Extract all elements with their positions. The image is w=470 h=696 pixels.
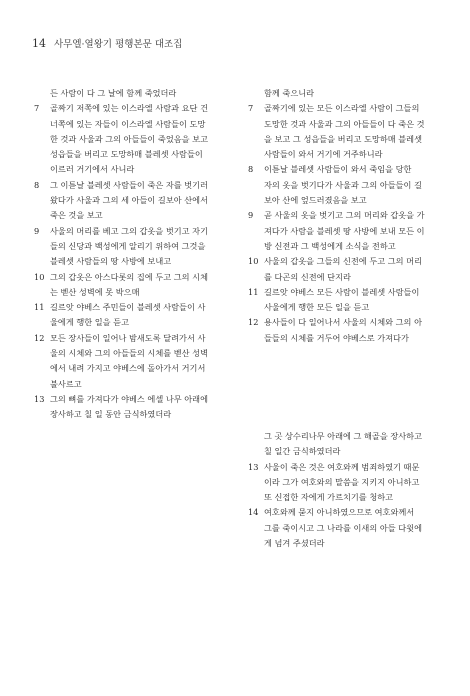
verse-text: 그 이튿날 블레셋 사람들이 죽은 자를 벗기러 왔다가 사울과 그의 세 아들이 길보아 산에서 죽은 것을 보고	[50, 179, 208, 221]
verse-text: 골짜기 저쪽에 있는 이스라엘 사람과 요단 건 너쪽에 있는 자들이 이스라엘 사람들이 도망 한 것과 사울과 그의 아들들이 죽었음을 보고 성읍들을 버리고 도망하매 블레셋 사람들이 이르러 거기에서 사니라	[50, 103, 208, 175]
verse-text: 사울이 죽은 것은 여호와께 범죄하였기 때문 이라 그가 여호와의 말씀을 지키지 아니하고 또 신접한 자에게 가르치기를 청하고	[264, 461, 420, 503]
verse-number: 14	[248, 507, 259, 518]
verse-text: 사울의 머리를 베고 그의 갑옷을 벗기고 자기 들의 신당과 백성에게 알리기 위하여 그것을 블레셋 사람들의 땅 사방에 보내고	[50, 225, 208, 267]
left-column	[34, 86, 234, 423]
verse-number: 8	[248, 164, 254, 175]
verse-number: 10	[34, 271, 45, 282]
left-verse-continuation	[34, 86, 234, 101]
right-verse-10	[248, 254, 448, 285]
verse-number: 7	[248, 103, 254, 114]
verse-text: 모든 장사들이 일어나 밤새도록 달려가서 사 울의 시체와 그의 아들들의 시체를 벧산 성벽 에서 내려 가지고 야베스에 돌아가서 거기서 불사르고	[50, 332, 208, 389]
verse-number: 8	[34, 179, 40, 190]
verse-text: 길르앗 야베스 모든 사람이 블레셋 사람들이 사울에게 행한 모든 일을 듣고	[264, 286, 420, 313]
verse-number: 10	[248, 256, 259, 267]
right-verse-12	[248, 315, 448, 346]
left-verse-13	[34, 392, 234, 423]
verse-text: 여호와께 묻지 아니하였으므로 여호와께서 그를 죽이시고 그 나라를 이새의 아들 다윗에 게 넘겨 주셨더라	[264, 507, 422, 549]
running-header	[32, 36, 182, 50]
left-verse-8	[34, 178, 234, 224]
verse-text: 길르앗 야베스 주민들이 블레셋 사람들이 사 울에게 행한 일을 듣고	[50, 302, 206, 328]
running-title: 사무엘·열왕기 평행본문 대조집	[54, 39, 183, 50]
verse-text: 사울의 갑옷을 그들의 신전에 두고 그의 머리 를 다곤의 신전에 단지라	[264, 256, 422, 282]
verse-text: 이튿날 블레셋 사람들이 와서 죽임을 당한 자의 옷을 벗기다가 사울과 그의 아들들이 길 보아 산에 엎드러졌음을 보고	[264, 164, 422, 206]
right-column-upper	[248, 86, 448, 346]
verse-number: 11	[248, 286, 259, 297]
verse-number: 12	[248, 317, 259, 328]
left-verse-9	[34, 224, 234, 270]
verse-number: 13	[248, 461, 259, 472]
verse-text: 그의 뼈를 가져다가 야베스 에셀 나무 아래에 장사하고 칠 일 동안 금식하였더라	[50, 393, 208, 420]
verse-number: 11	[34, 302, 45, 313]
right-verse-11	[248, 285, 448, 316]
right-verse-continuation	[248, 86, 448, 101]
left-verse-11	[34, 300, 234, 331]
verse-number: 9	[34, 225, 40, 236]
right-verse-12-continuation	[248, 429, 448, 460]
right-verse-13	[248, 460, 448, 506]
right-verse-8	[248, 162, 448, 208]
verse-text: 든 사람이 다 그 날에 함께 죽었더라	[50, 88, 177, 98]
verse-text: 곧 사울의 옷을 벗기고 그의 머리와 갑옷을 가 져다가 사람을 블레셋 땅 사방에 보내 모든 이 방 신전과 그 백성에게 소식을 전하고	[264, 210, 425, 251]
right-column-lower	[248, 429, 448, 551]
verse-text: 그 곳 상수리나무 아래에 그 해골을 장사하고 칠 일간 금식하였더라	[264, 431, 422, 457]
right-verse-7	[248, 101, 448, 162]
verse-text: 골짜기에 있는 모든 이스라엘 사람이 그들의 도망한 것과 사울과 그의 아들들이 다 죽은 것 을 보고 그 성읍들을 버리고 도망하매 블레셋 사람들이 와서 거기에 거주하니라	[264, 103, 425, 160]
left-verse-7	[34, 101, 234, 177]
verse-text: 용사들이 다 일어나서 사울의 시체와 그의 아 들들의 시체를 거두어 야베스로 가져다가	[264, 317, 422, 343]
right-verse-9	[248, 208, 448, 254]
verse-number: 13	[34, 393, 45, 404]
verse-number: 12	[34, 332, 45, 343]
right-verse-14	[248, 505, 448, 551]
left-verse-10	[34, 270, 234, 301]
verse-text: 그의 갑옷은 아스다롯의 집에 두고 그의 시체 는 벧산 성벽에 못 박으매	[50, 271, 208, 297]
page-number: 14	[32, 37, 46, 50]
verse-number: 7	[34, 103, 40, 114]
verse-number: 9	[248, 210, 254, 221]
verse-text: 함께 죽으니라	[264, 88, 315, 98]
left-verse-12	[34, 331, 234, 392]
